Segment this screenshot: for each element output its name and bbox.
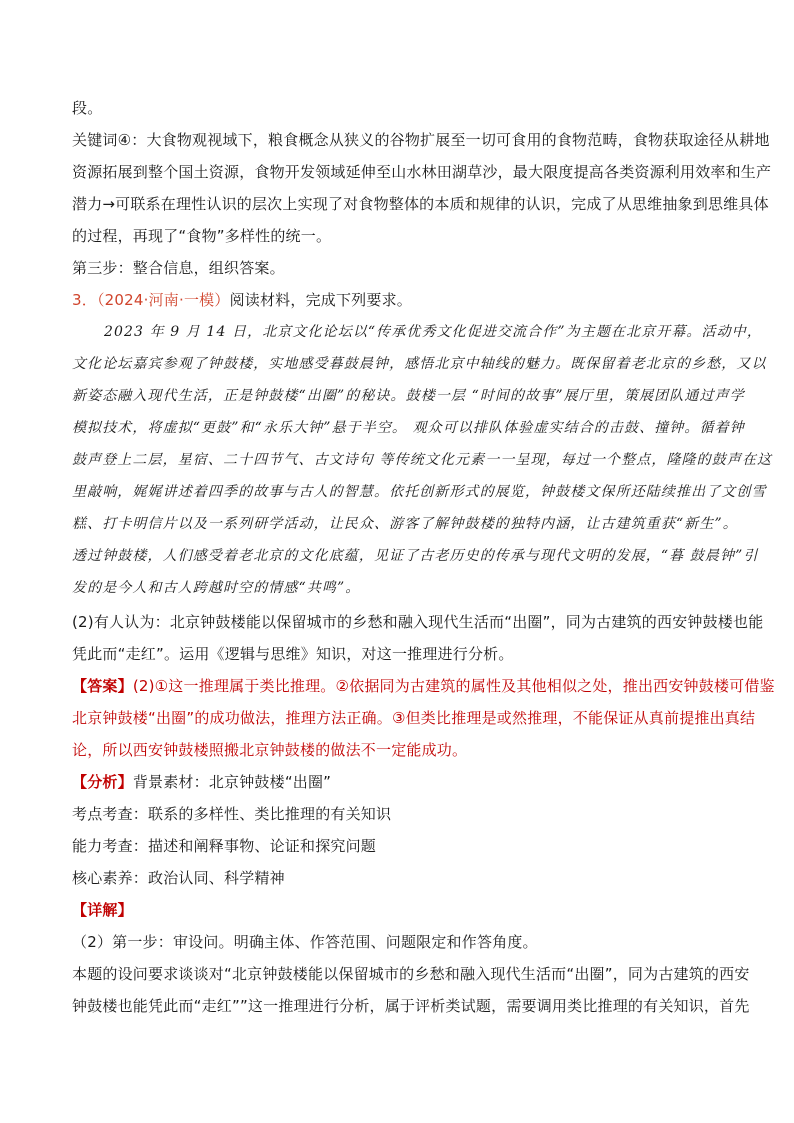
text-line: 核心素养：政治认同、科学精神 — [72, 869, 285, 887]
sub-question-line: (2)有人认为：北京钟鼓楼能以保留城市的乡愁和融入现代生活而“出圈”，同为古建筑的西安钟鼓楼也能 — [72, 613, 764, 631]
passage-line: 鼓声登上二层，星宿、二十四节气、古文诗句 等传统文化元素一一呈现，每过一个整点，隆隆的鼓声在这 — [72, 452, 773, 468]
text-line: 第三步：整合信息，组织答案。 — [72, 259, 285, 277]
text-line: 能力考查：描述和阐释事物、论证和探究问题 — [72, 837, 377, 855]
text-line: 关键词④：大食物观视域下，粮食概念从狭义的谷物扩展至一切可食用的食物范畴，食物获取途径从耕地 — [72, 131, 770, 149]
passage-line: 新姿态融入现代生活，正是钟鼓楼“出圈”的秘诀。鼓楼一层 “时间的故事”展厅里，策展团队通过声学 — [72, 388, 745, 404]
analysis-label: 【分析】 — [72, 773, 133, 791]
answer-label: 【答案】 — [72, 677, 133, 695]
detail-label: 【详解】 — [72, 901, 133, 919]
passage-line: 里敲响，娓娓讲述着四季的故事与古人的智慧。依托创新形式的展览，钟鼓楼文保所还陆续推出了文创雪 — [72, 484, 767, 500]
answer-line — [72, 676, 775, 696]
question-source: （2024·河南·一模） — [96, 291, 230, 309]
question-3-heading — [72, 290, 412, 310]
answer-line: 北京钟鼓楼“出圈”的成功做法，推理方法正确。③但类比推理是或然推理，不能保证从真前提推出真结 — [72, 709, 756, 727]
analysis-line — [72, 772, 331, 792]
answer-text: (2)①这一推理属于类比推理。②依据同为古建筑的属性及其他相似之处，推出西安钟鼓楼可借鉴 — [132, 677, 775, 695]
text-line: 潜力→可联系在理性认识的层次上实现了对食物整体的本质和规律的认识，完成了从思维抽象到思维具体 — [72, 195, 769, 213]
passage-line: 发的是今人和古人跨越时空的情感“共鸣”。 — [72, 580, 361, 596]
passage-line: 2023 年 9 月 14 日，北京文化论坛以“传承优秀文化促进交流合作”为主题在北京开幕。活动中， — [104, 324, 762, 340]
passage-line: 糕、打卡明信片以及一系列研学活动，让民众、游客了解钟鼓楼的独特内涵，让古建筑重获“新生”。 — [72, 516, 738, 532]
text-line: 的过程，再现了“食物”多样性的统一。 — [72, 227, 332, 245]
question-number: 3． — [72, 291, 97, 309]
question-instruction: 阅读材料，完成下列要求。 — [229, 291, 412, 309]
text-line: 资源拓展到整个国土资源，食物开发领域延伸至山水林田湖草沙，最大限度提高各类资源利用效率和生产 — [72, 163, 772, 181]
answer-line: 论，所以西安钟鼓楼照搬北京钟鼓楼的做法不一定能成功。 — [72, 741, 468, 759]
text-line: 段。 — [72, 99, 103, 117]
passage-line: 文化论坛嘉宾参观了钟鼓楼，实地感受暮鼓晨钟，感悟北京中轴线的魅力。既保留着老北京的乡愁，又以 — [72, 356, 767, 372]
text-line: 本题的设问要求谈谈对“北京钟鼓楼能以保留城市的乡愁和融入现代生活而“出圈”，同为古建筑的西安 — [72, 965, 750, 983]
text-line: 考点考查：联系的多样性、类比推理的有关知识 — [72, 805, 392, 823]
sub-question-line: 凭此而“走红”。运用《逻辑与思维》知识，对这一推理进行分析。 — [72, 645, 514, 663]
analysis-text: 背景素材：北京钟鼓楼“出圈” — [132, 773, 332, 791]
text-line: （2）第一步：审设问。明确主体、作答范围、问题限定和作答角度。 — [72, 933, 538, 951]
text-line: 钟鼓楼也能凭此而“走红””这一推理进行分析，属于评析类试题，需要调用类比推理的有关知识，首先 — [72, 997, 750, 1015]
passage-line: 透过钟鼓楼，人们感受着老北京的文化底蕴，见证了古老历史的传承与现代文明的发展，“暮 鼓晨钟”引 — [72, 548, 759, 564]
passage-line: 模拟技术，将虚拟“更鼓”和“永乐大钟”悬于半空。 观众可以排队体验虚实结合的击鼓、撞钟。循着钟 — [72, 420, 745, 436]
